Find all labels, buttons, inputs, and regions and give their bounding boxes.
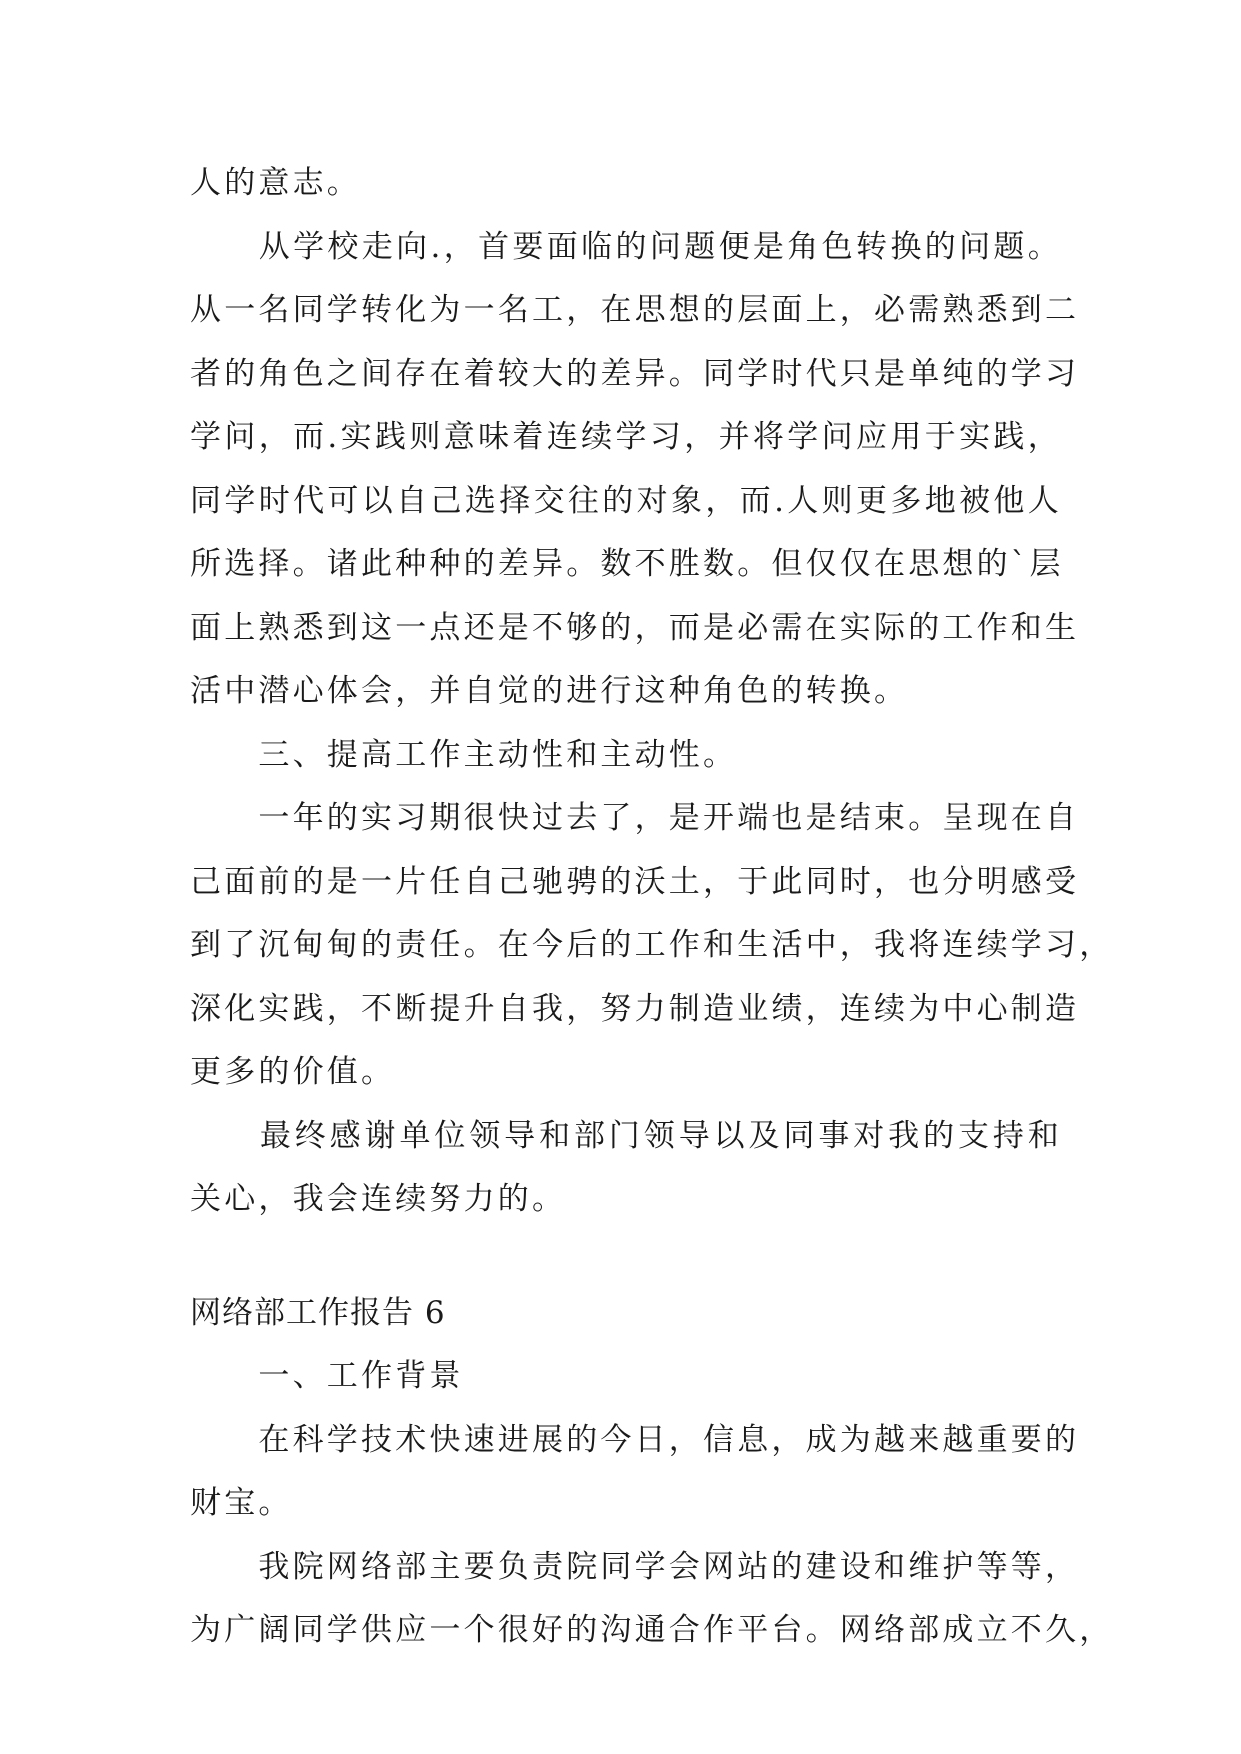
text-line: 活中潜心体会，并自觉的进行这种角色的转换。 xyxy=(190,673,909,709)
text-line: 财宝。 xyxy=(190,1485,293,1521)
document-body xyxy=(190,152,1114,1663)
section-title: 网络部工作报告 6 xyxy=(190,1294,446,1331)
text-line: 者的角色之间存在着较大的差异。同学时代只是单纯的学习 xyxy=(190,355,1080,392)
text-line: 在科学技术快速进展的今日，信息，成为越来越重要的 xyxy=(190,1421,1080,1458)
text-line: 从一名同学转化为一名工，在思想的层面上，必需熟悉到二 xyxy=(190,292,1080,328)
text-line: 己面前的是一片任自己驰骋的沃土，于此同时，也分明感受 xyxy=(190,863,1080,900)
section-heading: 一、工作背景 xyxy=(190,1358,464,1394)
text-line: 同学时代可以自己选择交往的对象，而.人则更多地被他人 xyxy=(190,482,1062,519)
text-line: 从学校走向.，首要面临的问题便是角色转换的问题。 xyxy=(190,228,1062,265)
text-line: 人的意志。 xyxy=(190,165,361,201)
text-line: 最终感谢单位领导和部门领导以及同事对我的支持和 xyxy=(190,1117,1062,1154)
text-line: 学问，而.实践则意味着连续学习，并将学问应用于实践， xyxy=(190,419,1062,455)
text-line: 更多的价值。 xyxy=(190,1054,396,1090)
text-line: 一年的实习期很快过去了，是开端也是结束。呈现在自 xyxy=(190,800,1080,836)
text-line: 我院网络部主要负责院同学会网站的建设和维护等等， xyxy=(190,1548,1080,1585)
text-line: 面上熟悉到这一点还是不够的，而是必需在实际的工作和生 xyxy=(190,609,1080,646)
text-line: 所选择。诸此种种的差异。数不胜数。但仅仅在思想的`层 xyxy=(190,546,1064,582)
text-line: 三、提高工作主动性和主动性。 xyxy=(190,736,738,773)
section-spacer xyxy=(190,1232,1062,1282)
text-line: 为广阔同学供应一个很好的沟通合作平台。网络部成立不久， xyxy=(190,1612,1114,1648)
text-line: 深化实践，不断提升自我，努力制造业绩，连续为中心制造 xyxy=(190,990,1080,1027)
text-line: 到了沉甸甸的责任。在今后的工作和生活中，我将连续学习， xyxy=(190,927,1114,963)
text-line: 关心，我会连续努力的。 xyxy=(190,1181,567,1217)
